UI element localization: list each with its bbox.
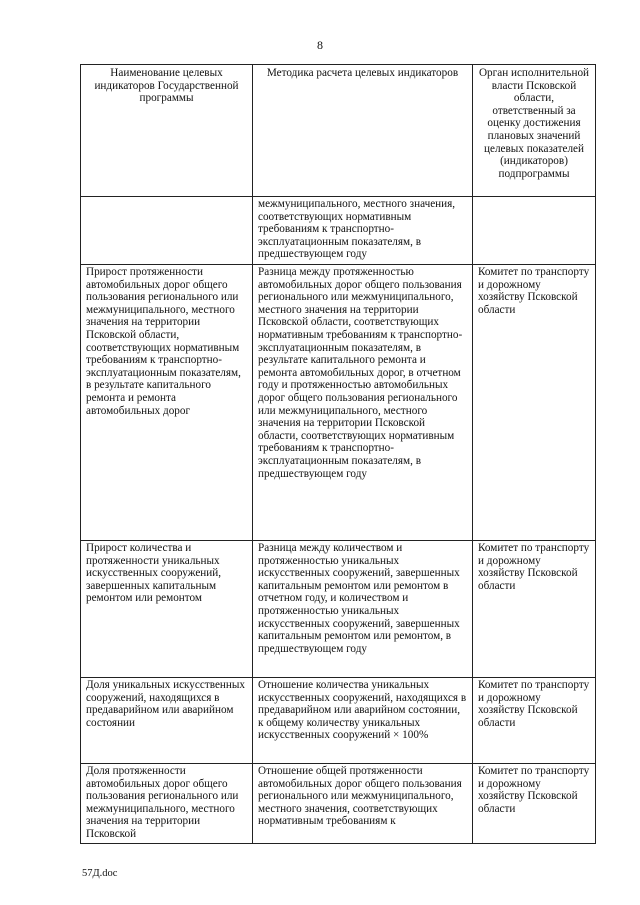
page-number: 8	[317, 38, 323, 52]
table-row	[81, 764, 596, 844]
row-responsible-organ	[473, 197, 596, 265]
row-indicator-name: Прирост количества и протяженности уникальных искусственных сооружений, завершенных капитальным ремонтом или ремонтом	[81, 541, 253, 678]
row-responsible-organ: Комитет по транспорту и дорожному хозяйству Псковской области	[473, 265, 596, 541]
table-row	[81, 678, 596, 764]
row-calculation-method: Разница между протяженностью автомобильных дорог общего пользования регионального или межмуниципального, местного значения на территории Псковской области, соответствующих нормативным требованиям к транспортно-эксплуатационным показателям, в результате капитального ремонта и ремонта автомобильных дорог, в отчетном году и протяженностью автомобильных дорог общего пользования регионального или межмуниципального, местного значения на территории Псковской области, соответствующих нормативным требованиям к транспортно-эксплуатационным показателям, в предшествующем году	[253, 265, 473, 541]
row-indicator-name: Доля протяженности автомобильных дорог общего пользования регионального или межмуниципального, местного значения на территории Псковской	[81, 764, 253, 844]
table-header-row	[81, 65, 596, 197]
row-indicator-name	[81, 197, 253, 265]
row-calculation-method: межмуниципального, местного значения, соответствующих нормативным требованиям к транспортно-эксплуатационным показателям, в предшествующем году	[253, 197, 473, 265]
table-row	[81, 265, 596, 541]
table-row	[81, 541, 596, 678]
row-indicator-name: Доля уникальных искусственных сооружений, находящихся в предаварийном или аварийном состоянии	[81, 678, 253, 764]
row-calculation-method: Отношение общей протяженности автомобильных дорог общего пользования регионального или межмуниципального, местного значения, соответствующих нормативным требованиям к	[253, 764, 473, 844]
header-indicator-name: Наименование целевых индикаторов Государственной программы	[81, 65, 253, 197]
row-calculation-method: Отношение количества уникальных искусственных сооружений, находящихся в предаварийном или аварийном состоянии, к общему количеству уникальных искусственных сооружений × 100%	[253, 678, 473, 764]
header-responsible-organ: Орган исполнительной власти Псковской области, ответственный за оценку достижения плановых значений целевых показателей (индикаторов) подпрограммы	[473, 65, 596, 197]
row-indicator-name: Прирост протяженности автомобильных дорог общего пользования регионального или межмуниципального, местного значения на территории Псковской области, соответствующих нормативным требованиям к транспортно-эксплуатационным показателям, в результате капитального ремонта и ремонта автомобильных дорог	[81, 265, 253, 541]
table-row	[81, 197, 596, 265]
header-calculation-method: Методика расчета целевых индикаторов	[253, 65, 473, 197]
row-responsible-organ: Комитет по транспорту и дорожному хозяйству Псковской области	[473, 541, 596, 678]
file-name-footer: 57Д.doc	[82, 868, 118, 879]
row-responsible-organ: Комитет по транспорту и дорожному хозяйству Псковской области	[473, 678, 596, 764]
row-responsible-organ: Комитет по транспорту и дорожному хозяйству Псковской области	[473, 764, 596, 844]
indicators-table	[80, 64, 596, 844]
row-calculation-method: Разница между количеством и протяженностью уникальных искусственных сооружений, завершенных капитальным ремонтом или ремонтом в отчетном году, и количеством и протяженностью уникальных искусственных сооружений, завершенных капитальным ремонтом или ремонтом, в предшествующем году	[253, 541, 473, 678]
